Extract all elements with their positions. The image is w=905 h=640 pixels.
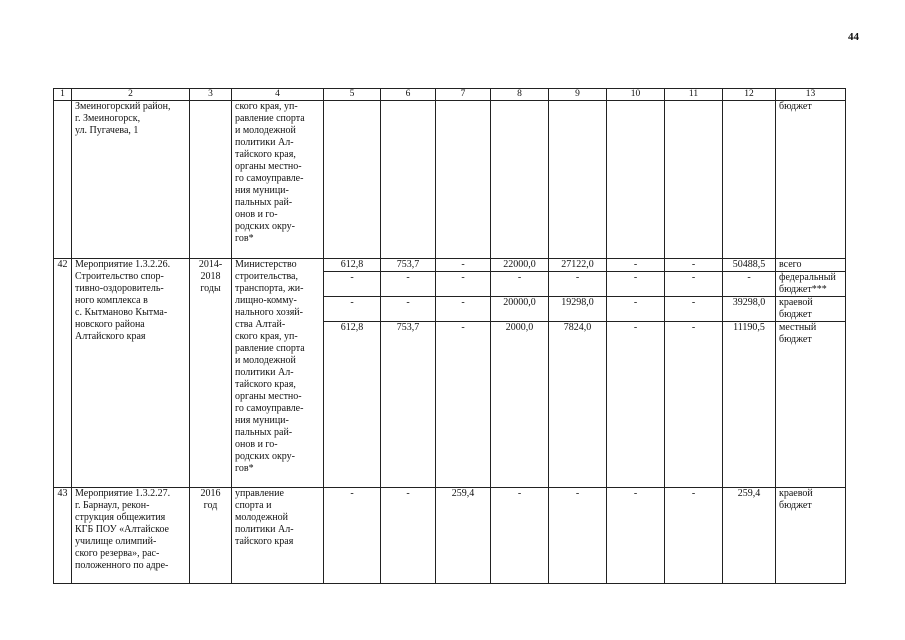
funding-source: краевой бюджет [776,488,846,584]
value-cell: - [436,322,491,488]
value-cell: - [607,297,665,322]
row-number [54,101,72,259]
value-cell: 11190,5 [723,322,776,488]
value-cell: - [324,488,381,584]
value-cell: - [665,488,723,584]
column-number: 2 [72,89,190,101]
value-cell: - [436,297,491,322]
value-cell: 612,8 [324,322,381,488]
value-cell: - [381,488,436,584]
funding-source: всего [776,259,846,272]
value-cell: 20000,0 [491,297,549,322]
value-cell: - [436,272,491,297]
value-cell [324,101,381,259]
value-cell: 753,7 [381,259,436,272]
period: 2014- 2018 годы [190,259,232,488]
value-cell: - [381,272,436,297]
column-number: 8 [491,89,549,101]
executor: Министерство строительства, транспорта, жи- лищно-комму- нального хозяй- ства Алтай- ского края, уп- равление спорта и молодежной политики Ал- тайского края, органы местно- го самоуправле- ния муници- пальных рай- онов и го- родских окру- гов* [232,259,324,488]
period: 2016 год [190,488,232,584]
value-cell: 22000,0 [491,259,549,272]
event-name: Змеиногорский район, г. Змеиногорск, ул. Пугачева, 1 [72,101,190,259]
value-cell: 50488,5 [723,259,776,272]
column-number: 4 [232,89,324,101]
value-cell: 753,7 [381,322,436,488]
value-cell: - [665,259,723,272]
page-number: 44 [848,31,859,43]
table-row [54,488,846,584]
value-cell: - [607,322,665,488]
value-cell: - [549,272,607,297]
column-number: 6 [381,89,436,101]
funding-source: местный бюджет [776,322,846,488]
table-row [54,101,846,259]
value-cell [491,101,549,259]
value-cell: 612,8 [324,259,381,272]
value-cell: - [491,488,549,584]
event-name: Мероприятие 1.3.2.26. Строительство спор- тивно-оздоровитель- ного комплекса в с. Кытманово Кытма- новского района Алтайского края [72,259,190,488]
value-cell: - [665,272,723,297]
event-name: Мероприятие 1.3.2.27. г. Барнаул, рекон- струкция общежития КГБ ПОУ «Алтайское училище олимпий- ского резерва», рас- положенного по адре- [72,488,190,584]
value-cell: - [324,272,381,297]
value-cell: - [549,488,607,584]
column-number: 3 [190,89,232,101]
column-number: 7 [436,89,491,101]
executor: ского края, уп- равление спорта и молодежной политики Ал- тайского края, органы местно- го самоуправле- ния муници- пальных рай- онов и го- родских окру- гов* [232,101,324,259]
column-number: 13 [776,89,846,101]
row-number: 42 [54,259,72,488]
value-cell [665,101,723,259]
value-cell: 259,4 [436,488,491,584]
value-cell [723,101,776,259]
funding-source: федеральный бюджет*** [776,272,846,297]
program-table [53,88,846,584]
value-cell: 19298,0 [549,297,607,322]
value-cell: - [607,272,665,297]
column-number: 11 [665,89,723,101]
executor: управление спорта и молодежной политики Ал- тайского края [232,488,324,584]
value-cell: - [665,297,723,322]
row-number: 43 [54,488,72,584]
value-cell: - [607,259,665,272]
column-number: 5 [324,89,381,101]
value-cell: 27122,0 [549,259,607,272]
value-cell: - [665,322,723,488]
funding-source: бюджет [776,101,846,259]
column-number: 10 [607,89,665,101]
value-cell [381,101,436,259]
value-cell: - [324,297,381,322]
value-cell: - [723,272,776,297]
table-row [54,259,846,272]
value-cell [436,101,491,259]
period [190,101,232,259]
value-cell: - [491,272,549,297]
value-cell: 2000,0 [491,322,549,488]
column-number: 1 [54,89,72,101]
column-number: 12 [723,89,776,101]
value-cell [607,101,665,259]
value-cell: 39298,0 [723,297,776,322]
value-cell [549,101,607,259]
value-cell: 259,4 [723,488,776,584]
value-cell: - [607,488,665,584]
value-cell: 7824,0 [549,322,607,488]
column-number-row [54,89,846,101]
column-number: 9 [549,89,607,101]
funding-source: краевой бюджет [776,297,846,322]
value-cell: - [381,297,436,322]
value-cell: - [436,259,491,272]
